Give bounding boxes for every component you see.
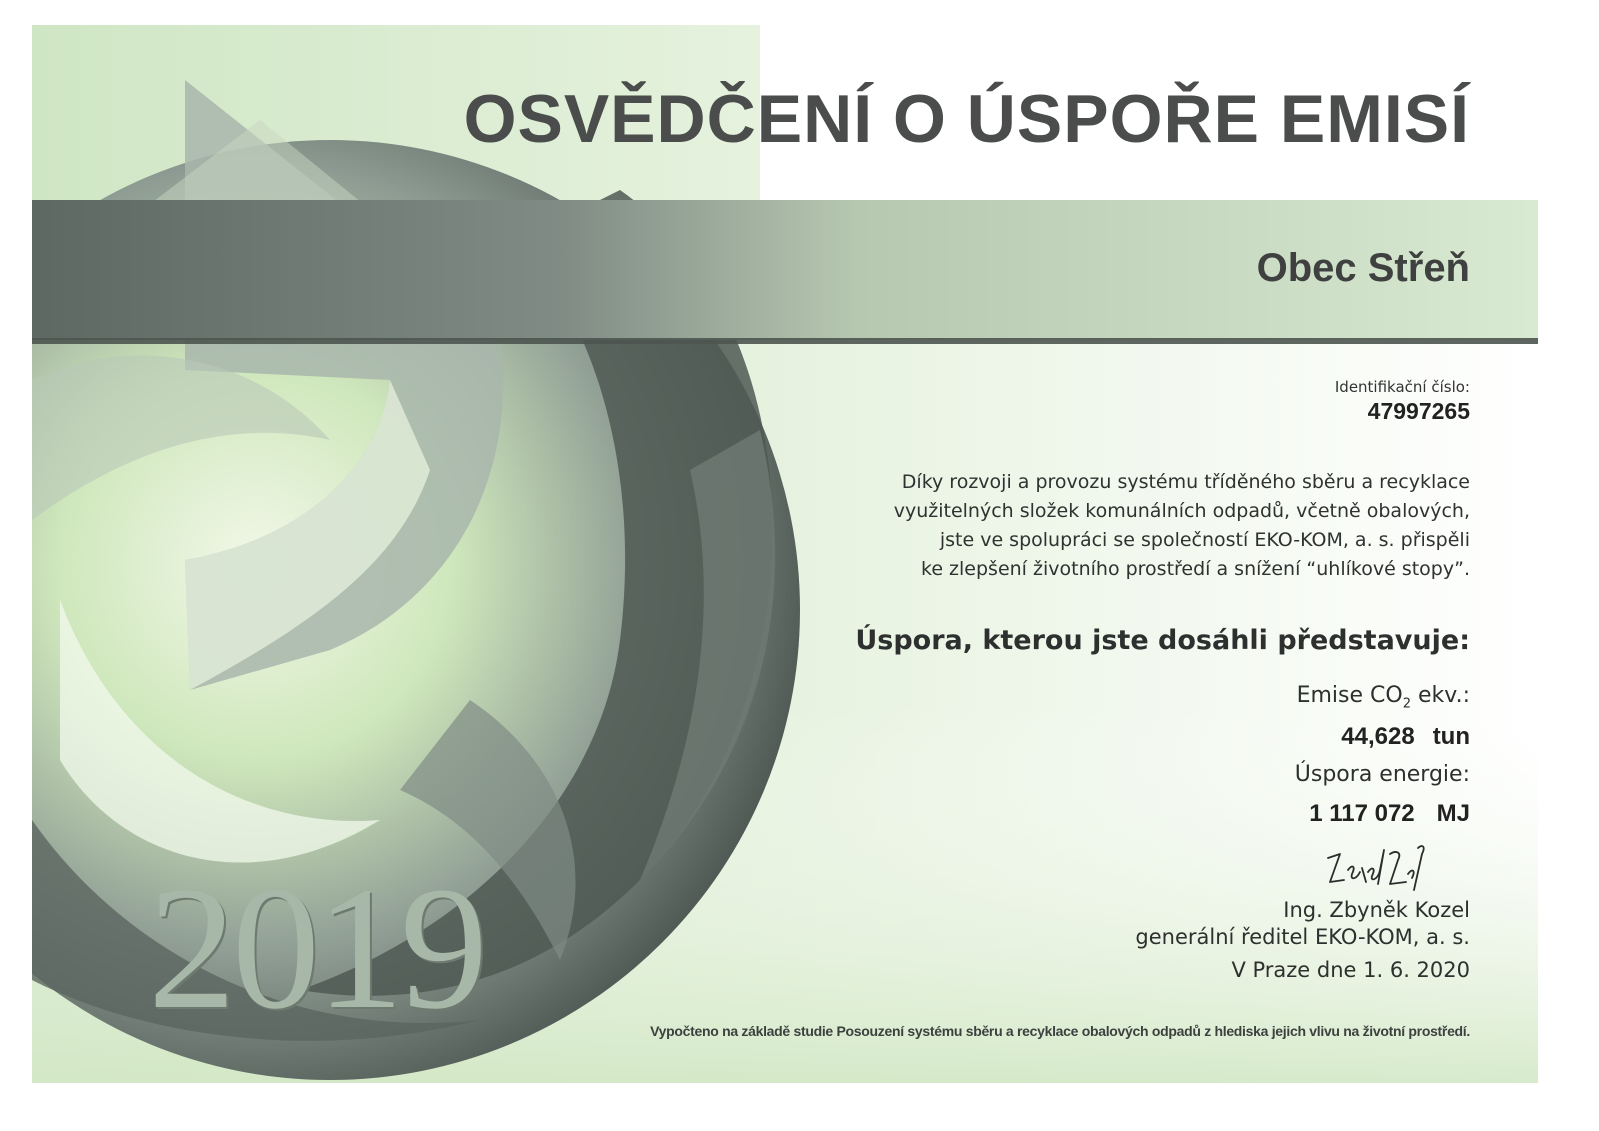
footnote: Vypočteno na základě studie Posouzení systému sběru a recyklace obalových odpadů z hlediska jejich vlivu na životní prostředí. (650, 1023, 1470, 1039)
signer-role: generální ředitel EKO-KOM, a. s. (1135, 925, 1470, 949)
co2-label-subscript: 2 (1402, 696, 1411, 712)
id-label: Identifikační číslo: (1334, 378, 1470, 396)
co2-label-prefix: Emise CO (1296, 683, 1403, 708)
co2-unit: tun (1432, 723, 1470, 750)
year-graphic: 2019 (148, 851, 484, 1046)
recipient-name: Obec Střeň (1256, 246, 1470, 290)
co2-amount: 44,628 (1341, 723, 1415, 750)
co2-label-suffix: ekv.: (1411, 683, 1470, 708)
energy-label: Úspora energie: (1294, 762, 1470, 787)
energy-amount: 1 117 072 (1309, 800, 1415, 827)
body-paragraph (830, 468, 1470, 584)
energy-value (1309, 800, 1470, 828)
body-line: ke zlepšení životního prostředí a snížení “uhlíkové stopy”. (921, 558, 1470, 580)
body-line: Díky rozvoji a provozu systému tříděného sběru a recyklace (901, 471, 1470, 493)
co2-value (1341, 723, 1470, 751)
body-line: jste ve spolupráci se společností EKO-KOM, a. s. přispěli (939, 529, 1470, 551)
certificate-title: OSVĚDČENÍ O ÚSPOŘE EMISÍ (463, 81, 1470, 157)
id-value: 47997265 (1367, 398, 1470, 424)
body-line: využitelných složek komunálních odpadů, včetně obalových, (893, 500, 1470, 522)
co2-label (1297, 683, 1470, 711)
savings-heading: Úspora, kterou jste dosáhli představuje: (855, 625, 1470, 656)
place-date: V Praze dne 1. 6. 2020 (1231, 958, 1470, 982)
signer-name: Ing. Zbyněk Kozel (1283, 898, 1470, 922)
energy-unit: MJ (1436, 800, 1470, 827)
signature-graphic (1322, 840, 1432, 900)
